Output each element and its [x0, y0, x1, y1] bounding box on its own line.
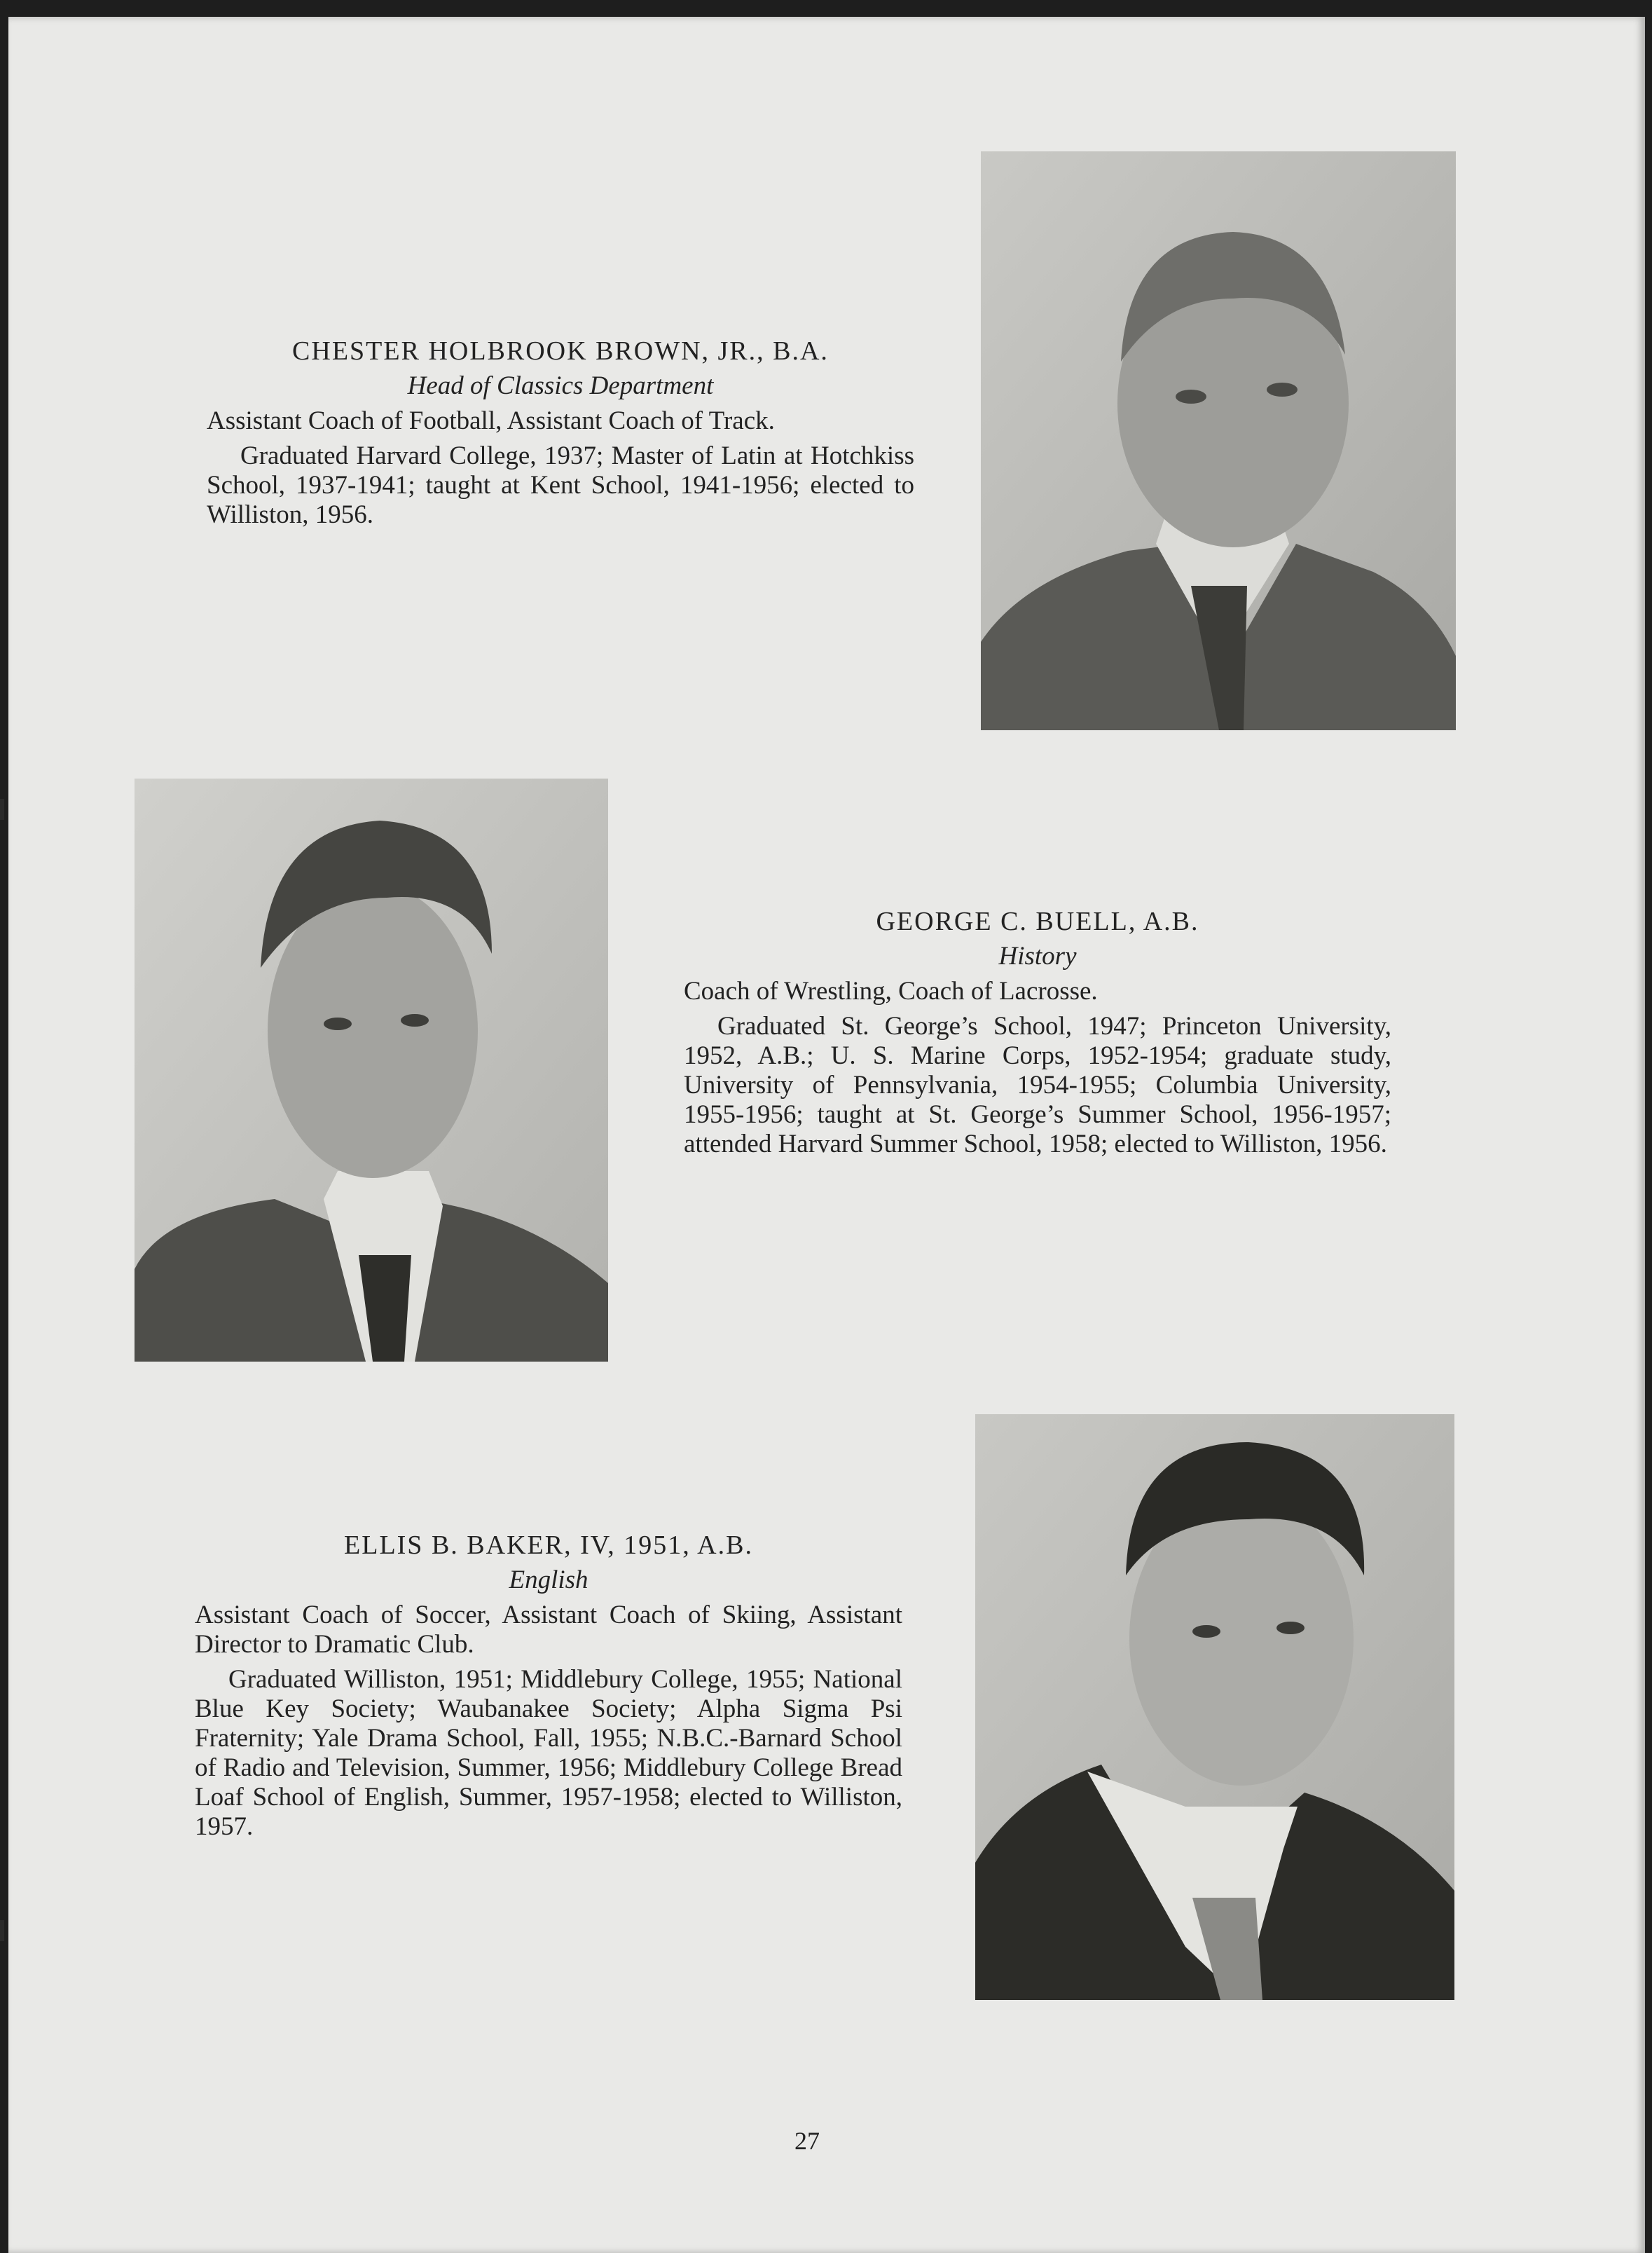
faculty-entry-buell	[684, 905, 1391, 1159]
binding-mark	[0, 799, 4, 820]
portrait-photo-buell	[135, 779, 608, 1362]
page-number: 27	[794, 2127, 820, 2155]
faculty-bio: Graduated St. George’s School, 1947; Princeton University, 1952, A.B.; U. S. Marine Corps, 1952-1954; graduate study, University of Pennsylvania, 1954-1955; Columbia University, 1955-1956; taught at St. George’s Summer School, 1956-1957; attended Harvard Summer School, 1958; elected to Williston, 1956.	[684, 1012, 1391, 1158]
portrait-photo-baker	[975, 1414, 1454, 2000]
yearbook-page	[8, 17, 1645, 2253]
faculty-name: CHESTER HOLBROOK BROWN, JR., B.A.	[292, 336, 829, 366]
faculty-name: GEORGE C. BUELL, A.B.	[876, 907, 1199, 936]
faculty-bio: Graduated Williston, 1951; Middlebury College, 1955; National Blue Key Society; Waubanakee Society; Alpha Sigma Psi Fraternity; Yale Drama School, Fall, 1955; N.B.C.-Barnard School of Radio and Television, Summer, 1956; Middlebury College Bread Loaf School of English, Summer, 1957-1958; elected to Williston, 1957.	[195, 1665, 902, 1841]
faculty-duties: Assistant Coach of Football, Assistant Coach of Track.	[207, 406, 775, 435]
faculty-department: English	[509, 1566, 588, 1594]
faculty-name: ELLIS B. BAKER, IV, 1951, A.B.	[344, 1530, 753, 1560]
faculty-department: History	[998, 942, 1077, 971]
binding-mark	[0, 1920, 4, 1941]
faculty-duties: Coach of Wrestling, Coach of Lacrosse.	[684, 977, 1098, 1006]
faculty-entry-brown	[207, 335, 914, 530]
portrait-photo-brown	[981, 151, 1456, 730]
faculty-bio: Graduated Harvard College, 1937; Master of Latin at Hotchkiss School, 1937-1941; taught at Kent School, 1941-1956; elected to Williston, 1956.	[207, 441, 914, 529]
faculty-duties: Assistant Coach of Soccer, Assistant Coach of Skiing, Assistant Director to Dramatic Club.	[195, 1601, 902, 1659]
faculty-department: Head of Classics Department	[407, 371, 714, 400]
faculty-entry-baker	[195, 1529, 902, 1842]
